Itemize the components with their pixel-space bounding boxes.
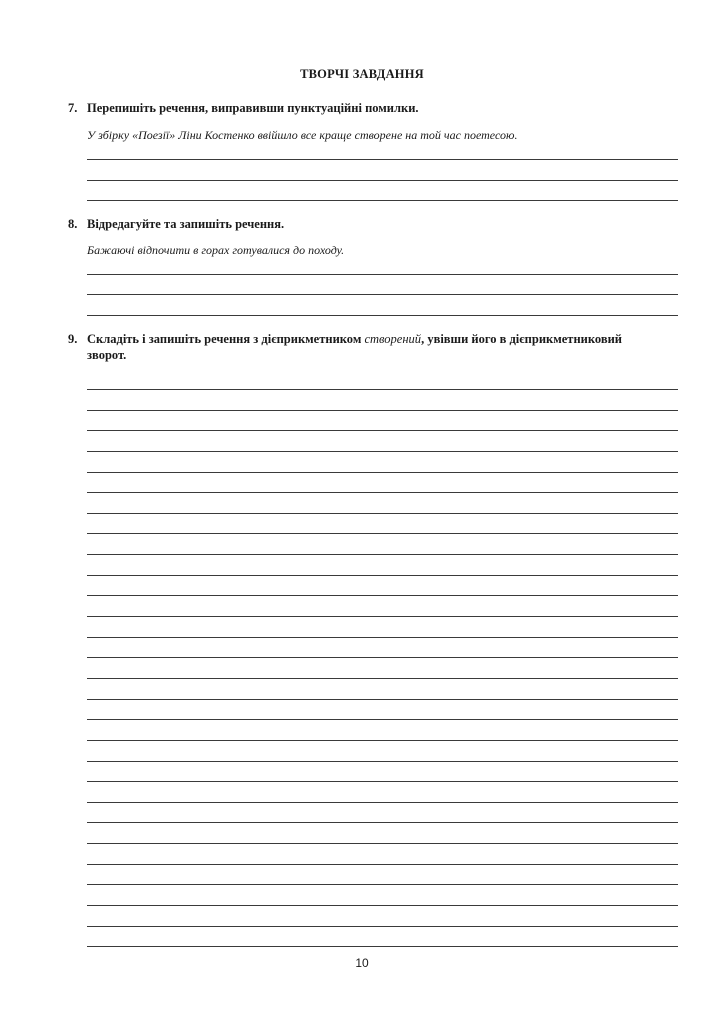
task-8-heading <box>68 216 678 232</box>
answer-line[interactable] <box>87 315 678 316</box>
task-7-example: У збірку «Поезії» Ліни Костенко ввійшло все краще створене на той час поетесою. <box>87 128 518 142</box>
task-8-number: 8. <box>68 217 78 231</box>
answer-line[interactable] <box>87 410 678 411</box>
answer-line[interactable] <box>87 472 678 473</box>
answer-line[interactable] <box>87 864 678 865</box>
page-title: ТВОРЧІ ЗАВДАННЯ <box>300 67 424 81</box>
task-7-instruction: Перепишіть речення, виправивши пунктуаційні помилки. <box>87 101 419 115</box>
answer-line[interactable] <box>87 843 678 844</box>
answer-line[interactable] <box>87 492 678 493</box>
answer-line[interactable] <box>87 822 678 823</box>
task-8-example: Бажаючі відпочити в горах готувалися до походу. <box>87 243 345 257</box>
answer-line[interactable] <box>87 389 678 390</box>
answer-line[interactable] <box>87 637 678 638</box>
answer-line[interactable] <box>87 781 678 782</box>
answer-line[interactable] <box>87 946 678 947</box>
answer-line[interactable] <box>87 451 678 452</box>
answer-line[interactable] <box>87 884 678 885</box>
answer-line[interactable] <box>87 926 678 927</box>
task-7-number: 7. <box>68 101 78 115</box>
answer-line[interactable] <box>87 657 678 658</box>
answer-line[interactable] <box>87 274 678 275</box>
page-number: 10 <box>355 956 369 970</box>
task-9-heading-continued <box>68 347 678 363</box>
task-9-instruction-word: створений <box>364 332 422 346</box>
answer-line[interactable] <box>87 719 678 720</box>
answer-line[interactable] <box>87 180 678 181</box>
answer-line[interactable] <box>87 761 678 762</box>
answer-line[interactable] <box>87 905 678 906</box>
task-8-instruction: Відредагуйте та запишіть речення. <box>87 217 285 231</box>
answer-line[interactable] <box>87 159 678 160</box>
task-9-instruction-before: Складіть і запишіть речення з дієприкметником <box>87 332 365 346</box>
answer-line[interactable] <box>87 740 678 741</box>
answer-line[interactable] <box>87 575 678 576</box>
task-7-heading <box>68 100 678 116</box>
answer-line[interactable] <box>87 616 678 617</box>
task-9-heading <box>68 331 678 347</box>
answer-line[interactable] <box>87 513 678 514</box>
task-9-instruction-line2: зворот. <box>87 348 127 362</box>
answer-line[interactable] <box>87 595 678 596</box>
answer-line[interactable] <box>87 200 678 201</box>
answer-line[interactable] <box>87 294 678 295</box>
answer-line[interactable] <box>87 430 678 431</box>
answer-line[interactable] <box>87 554 678 555</box>
task-9-instruction-after: , увівши його в дієприкметниковий <box>421 332 622 346</box>
answer-line[interactable] <box>87 678 678 679</box>
answer-line[interactable] <box>87 802 678 803</box>
task-9-number: 9. <box>68 332 78 346</box>
answer-line[interactable] <box>87 699 678 700</box>
answer-line[interactable] <box>87 533 678 534</box>
